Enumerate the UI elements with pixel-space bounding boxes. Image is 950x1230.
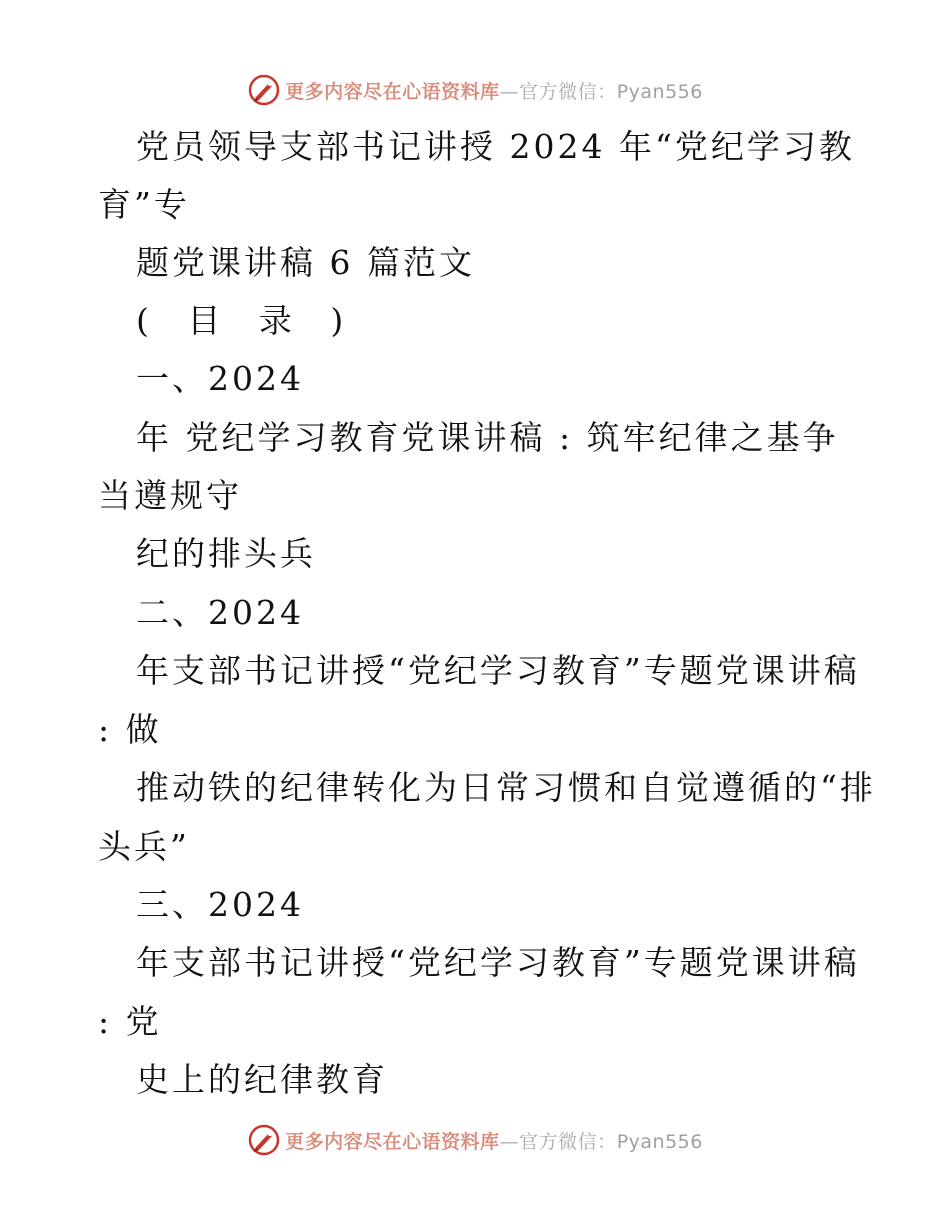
- watermark-text: [285, 77, 703, 104]
- title-line-2: 育”专: [98, 185, 190, 224]
- header-watermark: [0, 70, 950, 110]
- watermark-id: Pyan556: [616, 80, 703, 103]
- toc-item-3-line-3: 史上的纪律教育: [136, 1060, 388, 1099]
- toc-item-2-line-3: 推动铁的纪律转化为日常习惯和自觉遵循的“排: [136, 768, 876, 807]
- toc-item-3-line-2: : 党: [98, 1002, 162, 1041]
- watermark-main: 更多内容尽在心语资料库: [285, 80, 500, 103]
- watermark-sub: 官方微信：: [519, 80, 617, 103]
- toc-item-1-number: 一、2024: [136, 359, 304, 398]
- toc-item-1-line-1: 年 党纪学习教育党课讲稿 : 筑牢纪律之基争: [136, 418, 839, 457]
- toc-item-2-line-4: 头兵”: [98, 827, 190, 866]
- watermark-dash: —: [499, 80, 520, 103]
- toc-item-1-line-3: 纪的排头兵: [136, 534, 316, 573]
- toc-item-2-number: 二、2024: [136, 593, 304, 632]
- toc-item-1-line-2: 当遵规守: [98, 476, 242, 515]
- watermark-sub: 官方微信：: [519, 1130, 617, 1153]
- toc-item-3-number: 三、2024: [136, 885, 304, 924]
- pen-logo-icon: [247, 1123, 281, 1157]
- footer-watermark: [0, 1120, 950, 1160]
- title-line-1: 党员领导支部书记讲授 2024 年“党纪学习教: [136, 127, 855, 166]
- watermark-text: [285, 1127, 703, 1154]
- watermark-main: 更多内容尽在心语资料库: [285, 1130, 500, 1153]
- watermark-id: Pyan556: [616, 1130, 703, 1153]
- title-line-3: 题党课讲稿 6 篇范文: [136, 243, 475, 282]
- toc-heading: ( 目 录 ): [136, 301, 358, 340]
- toc-item-2-line-2: : 做: [98, 710, 162, 749]
- toc-item-3-line-1: 年支部书记讲授“党纪学习教育”专题党课讲稿: [136, 943, 860, 982]
- pen-logo-icon: [247, 73, 281, 107]
- watermark-dash: —: [499, 1130, 520, 1153]
- toc-item-2-line-1: 年支部书记讲授“党纪学习教育”专题党课讲稿: [136, 651, 860, 690]
